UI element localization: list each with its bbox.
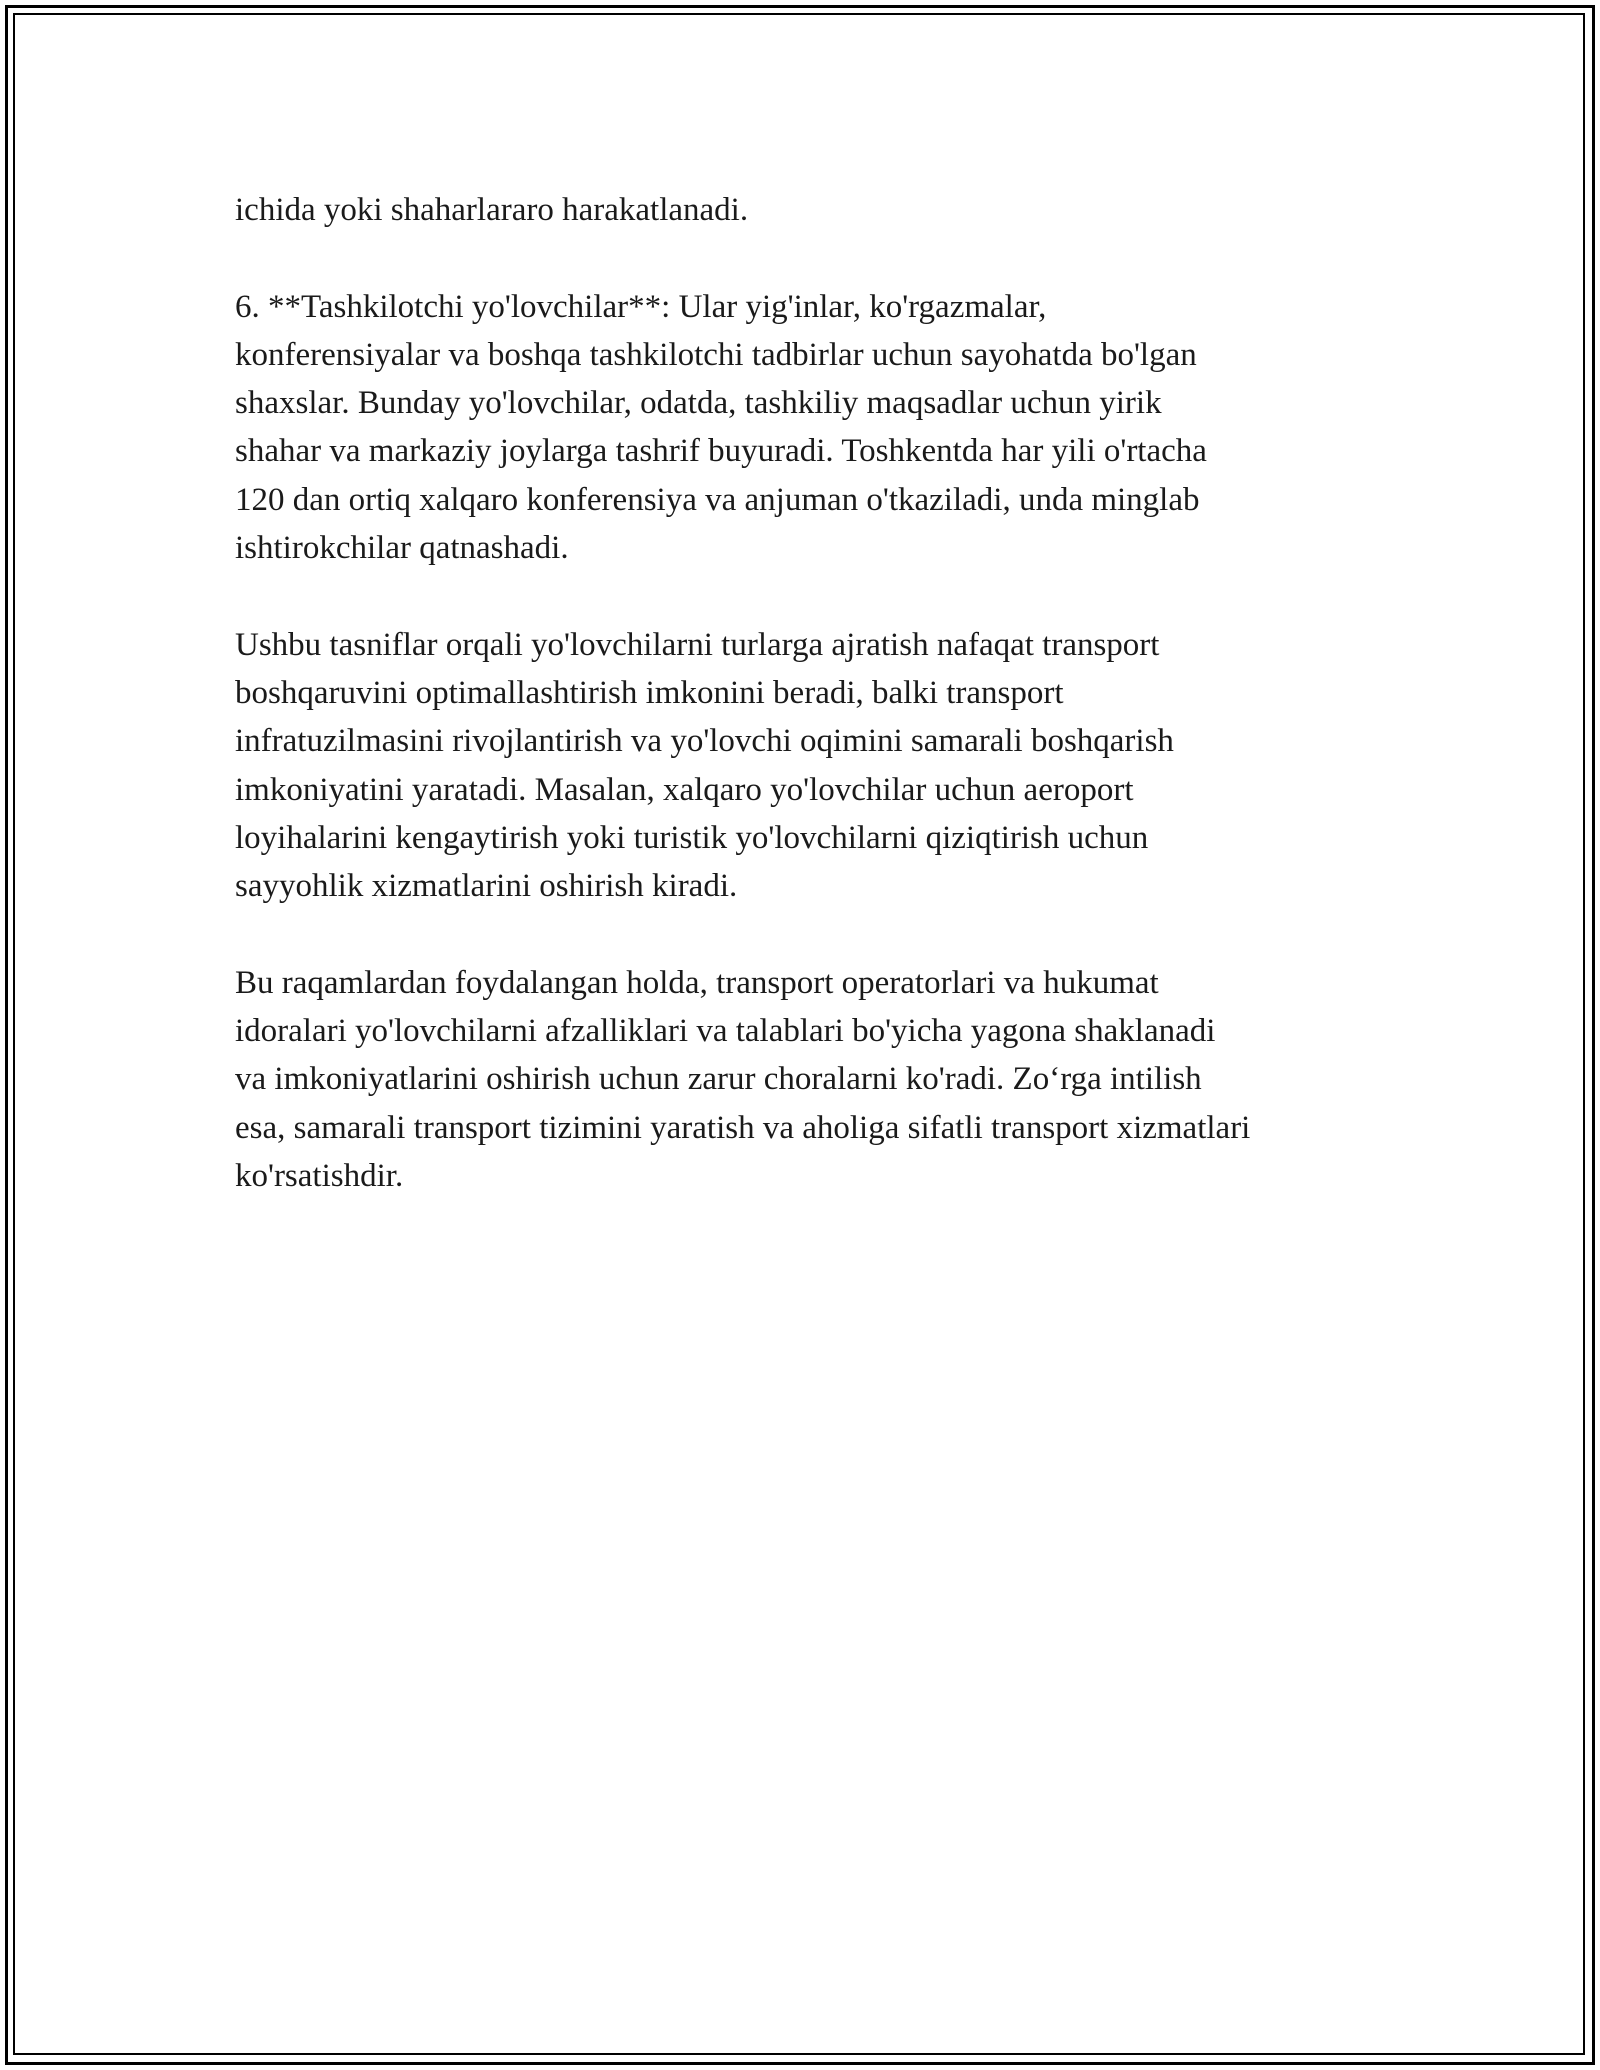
document-body <box>235 186 1385 1249</box>
paragraph-conclusion: Bu raqamlardan foydalangan holda, transport operatorlari va hukumat idoralari yo'lovchilarni afzalliklari va talablari bo'yicha yagona shaklanadi va imkoniyatlarini oshirish uchun zarur choralarni ko'radi. Zo‘rga intilish esa, samarali transport tizimini yaratish va aholiga sifatli transport xizmatlari ko'rsatishdir. <box>235 964 1251 1194</box>
paragraph-classification-benefits: Ushbu tasniflar orqali yo'lovchilarni turlarga ajratish nafaqat transport boshqaruvini optimallashtirish imkonini beradi, balki transport infratuzilmasini rivojlantirish va yo'lovchi oqimini samarali boshqarish imkoniyatini yaratadi. Masalan, xalqaro yo'lovchilar uchun aeroport loyihalarini kengaytirish yoki turistik yo'lovchilarni qiziqtirish uchun sayyohlik xizmatlarini oshirish kiradi. <box>235 626 1174 905</box>
paragraph-continuation: ichida yoki shaharlararo harakatlanadi. <box>235 192 749 228</box>
paragraph-organizational-passengers: 6. **Tashkilotchi yo'lovchilar**: Ular yig'inlar, ko'rgazmalar, konferensiyalar va boshqa tashkilotchi tadbirlar uchun sayohatda bo'lgan shaxslar. Bunday yo'lovchilar, odatda, tashkiliy maqsadlar uchun yirik shahar va markaziy joylarga tashrif buyuradi. Toshkentda har yili o'rtacha 120 dan ortiq xalqaro konferensiya va anjuman o'tkaziladi, unda minglab ishtirokchilar qatnashadi. <box>235 288 1207 567</box>
